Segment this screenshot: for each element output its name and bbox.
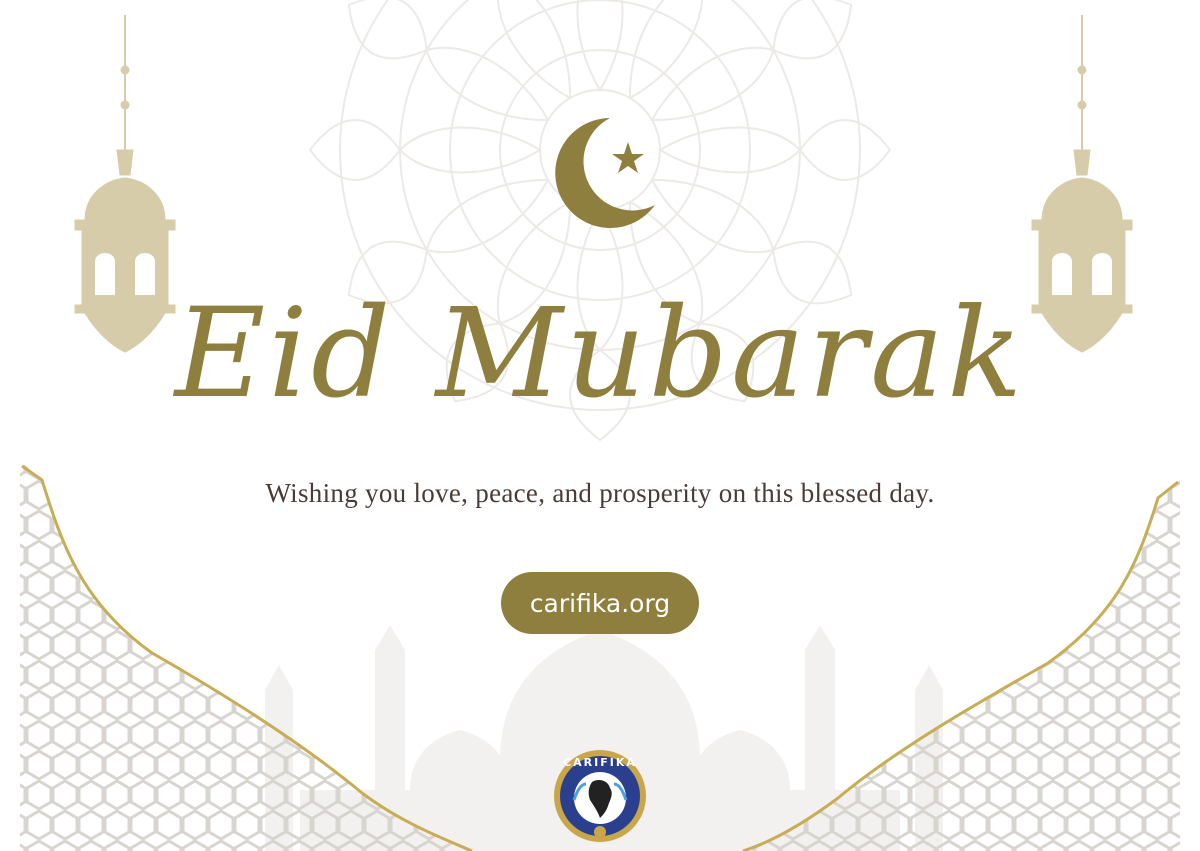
carifika-logo [552, 748, 648, 844]
card-title: Eid Mubarak [174, 282, 1026, 426]
website-link-button[interactable]: carifika.org [501, 572, 699, 634]
logo-name: CARIFIKA [563, 756, 637, 769]
card-tagline: Wishing you love, peace, and prosperity on this blessed day. [265, 478, 935, 508]
